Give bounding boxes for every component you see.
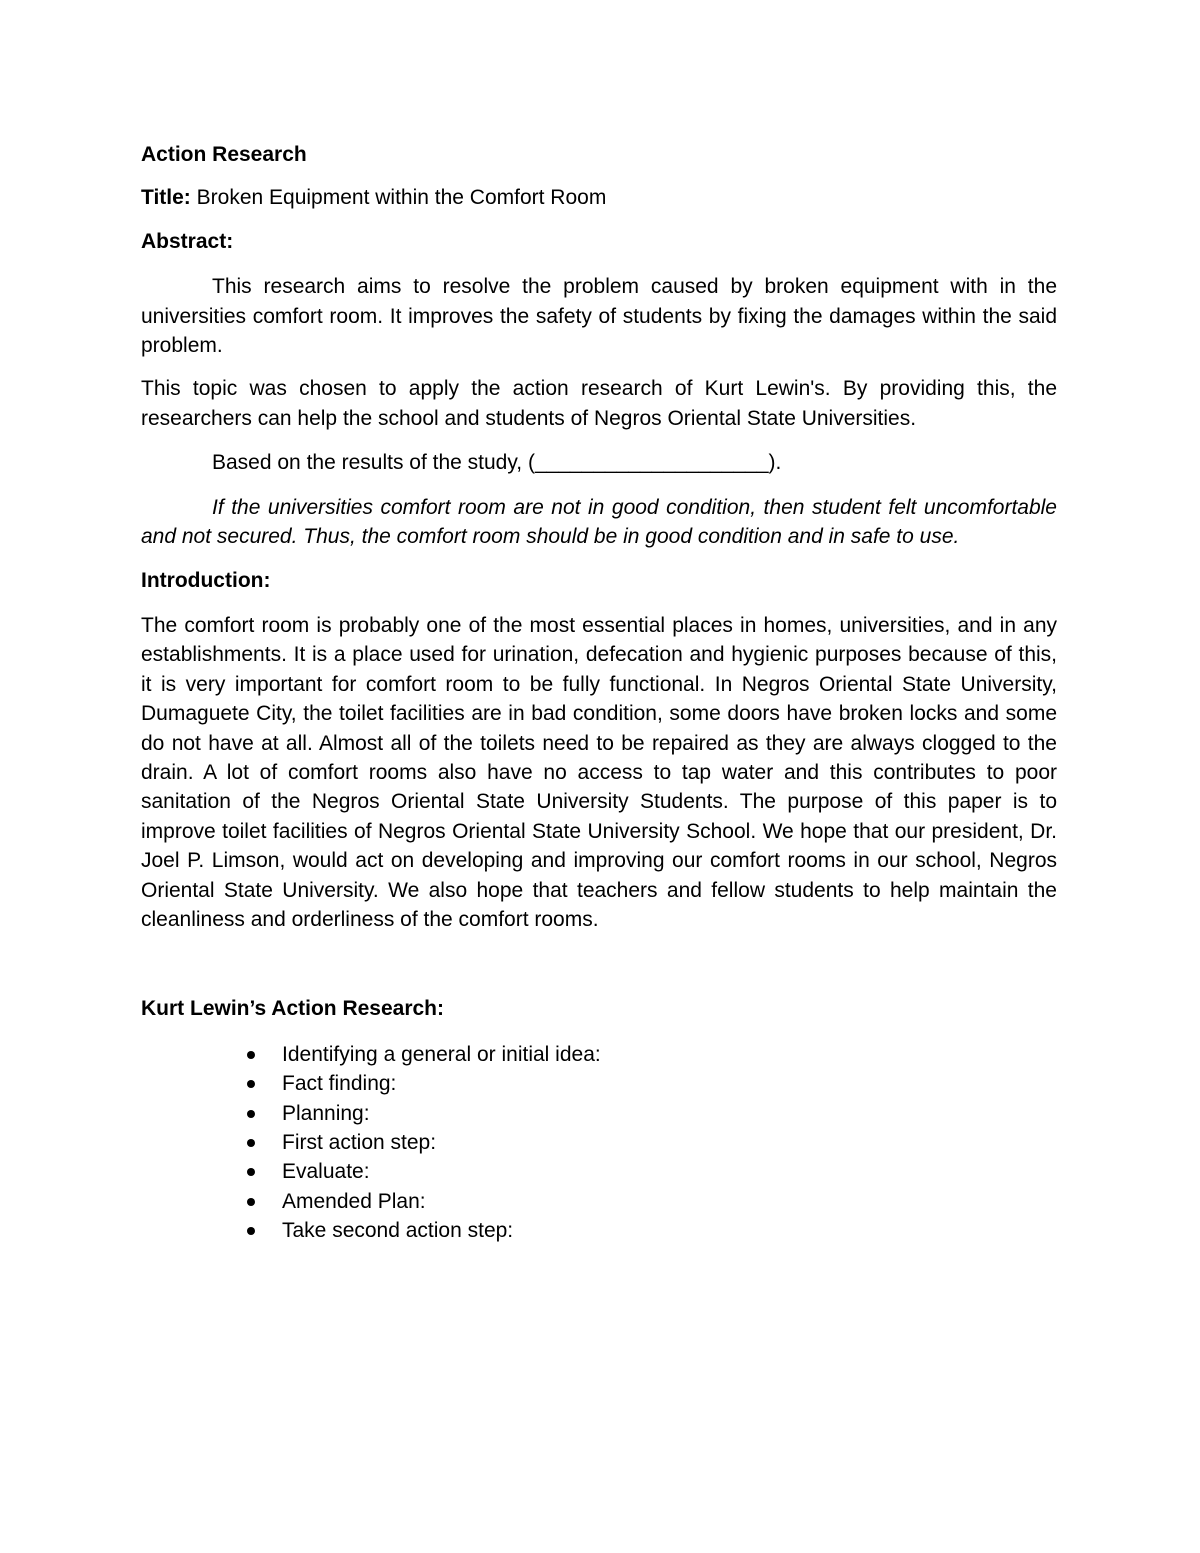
bullet-icon — [247, 1227, 255, 1235]
title-line — [141, 183, 1057, 212]
document-page — [141, 140, 1057, 1246]
list-item-text: Planning: — [282, 1101, 370, 1125]
abstract-paragraph-1: This research aims to resolve the problem caused by broken equipment with in the universities comfort room. It improves the safety of students by fixing the damages within the said problem. — [141, 275, 1057, 358]
abstract-paragraph-2: This topic was chosen to apply the action research of Kurt Lewin's. By providing this, the researchers can help the school and students of Negros Oriental State Universities. — [141, 377, 1057, 430]
list-item — [141, 1187, 1057, 1216]
bullet-icon — [247, 1110, 255, 1118]
list-item-text: Take second action step: — [282, 1219, 514, 1243]
abstract-hypothesis: If the universities comfort room are not in good condition, then student felt uncomfortable and not secured. Thus, the comfort room should be in good condition and in safe to use. — [141, 495, 1057, 549]
bullet-icon — [247, 1080, 255, 1088]
bullet-icon — [247, 1051, 255, 1059]
list-item — [141, 1099, 1057, 1128]
abstract-paragraph-3: Based on the results of the study, (____________________). — [212, 451, 782, 475]
list-item-text: Evaluate: — [282, 1160, 370, 1184]
list-item-text: Amended Plan: — [282, 1189, 426, 1213]
bullet-icon — [247, 1198, 255, 1206]
document-heading: Action Research — [141, 143, 307, 166]
list-item-text: First action step: — [282, 1130, 437, 1154]
list-item-text: Identifying a general or initial idea: — [282, 1042, 601, 1066]
list-item — [141, 1157, 1057, 1186]
list-item-text: Fact finding: — [282, 1072, 397, 1096]
bullet-icon — [247, 1139, 255, 1147]
list-item — [141, 1040, 1057, 1069]
introduction-heading: Introduction: — [141, 569, 271, 593]
bullet-icon — [247, 1168, 255, 1176]
abstract-heading: Abstract: — [141, 229, 234, 253]
lewin-heading: Kurt Lewin’s Action Research: — [141, 997, 445, 1021]
list-item — [141, 1216, 1057, 1245]
introduction-paragraph: The comfort room is probably one of the most essential places in homes, universities, and in any establishments. It is a place used for urination, defecation and hygienic purposes because of this, it is very important for comfort room to be fully functional. In Negros Oriental State University, Dumaguete City, the toilet facilities are in bad condition, some doors have broken locks and some do not have at all. Almost all of the toilets need to be repaired as they are always clogged to the drain. A lot of comfort rooms also have no access to tap water and this contributes to poor sanitation of the Negros Oriental State University Students. The purpose of this paper is to improve toilet facilities of Negros Oriental State University School. We hope that our president, Dr. Joel P. Limson, would act on developing and improving our comfort rooms in our school, Negros Oriental State University. We also hope that teachers and fellow students to help maintain the cleanliness and orderliness of the comfort rooms. — [141, 613, 1057, 931]
lewin-steps-list — [141, 1040, 1057, 1246]
list-item — [141, 1128, 1057, 1157]
title-value: Broken Equipment within the Comfort Room — [196, 186, 607, 210]
title-label: Title: — [141, 186, 191, 210]
list-item — [141, 1069, 1057, 1098]
